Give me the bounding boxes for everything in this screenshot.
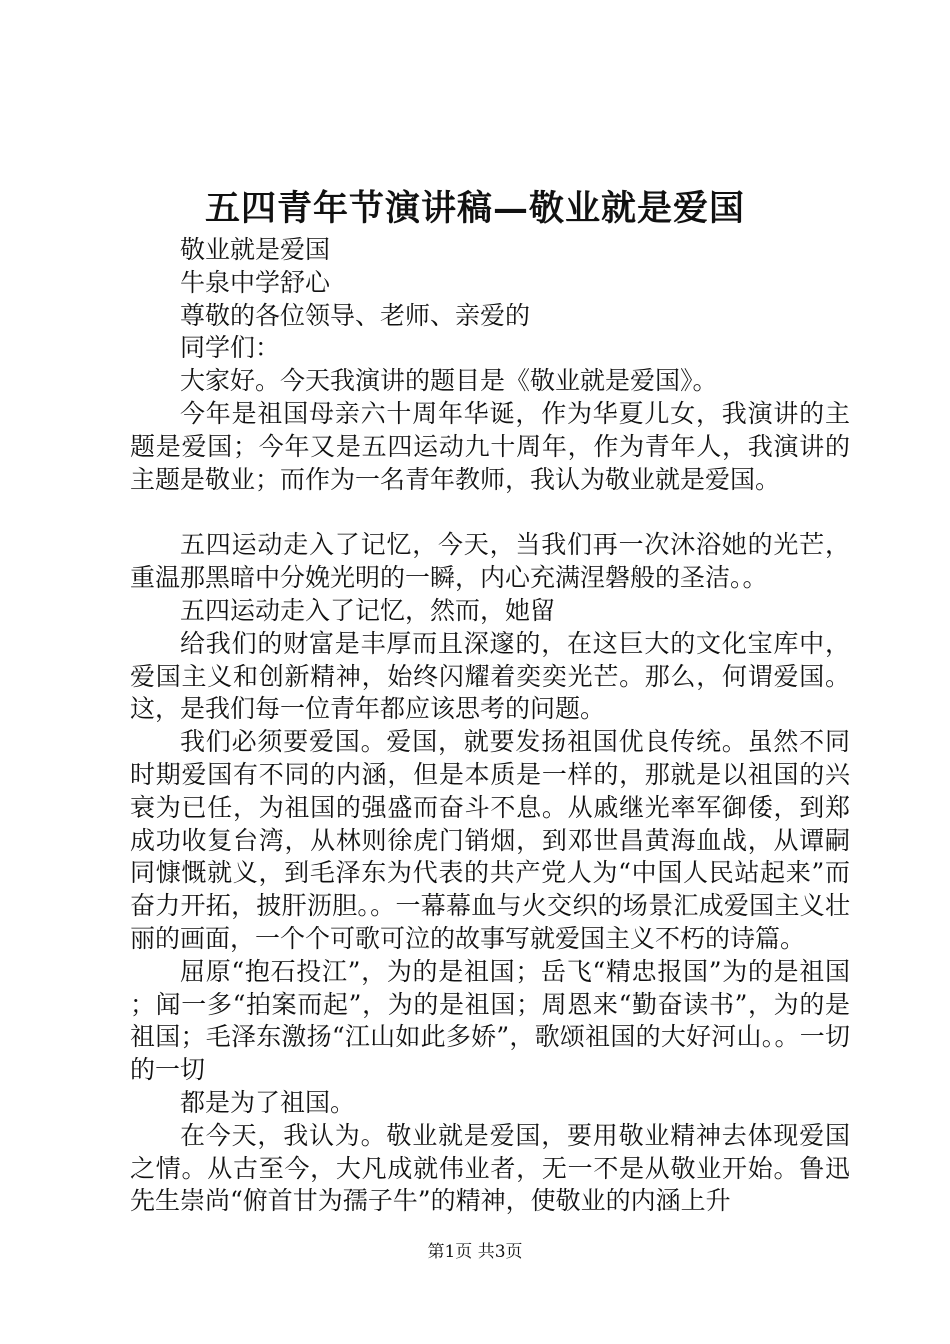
paragraph-speech-topic: 敬业就是爱国 <box>180 235 331 264</box>
page-number-footer: 第1页 共3页 <box>427 1242 523 1262</box>
paragraph-salutation: 尊敬的各位领导、老师、亲爱的 <box>180 300 531 330</box>
document-title: 五四青年节演讲稿—敬业就是爱国 <box>204 188 745 229</box>
paragraph-historical-figures: 屈原“抱石投江”，为的是祖国；岳飞“精忠报国”为的是祖国；闻一多“拍案而起”，为的是祖国；周恩来“勤奋读书”，为的是祖国；毛泽东激扬“江山如此多娇”，歌颂祖国的大好河山。。一切的一切 <box>130 956 850 1085</box>
paragraph-for-motherland: 都是为了祖国。 <box>180 1087 356 1117</box>
paragraph-spacer <box>130 496 850 529</box>
paragraph-may-fourth-memory: 五四运动走入了记忆，今天，当我们再一次沐浴她的光芒，重温那黑暗中分娩光明的一瞬，内心充满涅磐般的圣洁。。 <box>130 530 850 593</box>
paragraph-may-fourth-legacy: 五四运动走入了记忆，然而，她留 <box>180 595 556 625</box>
paragraph-salutation-cont: 同学们： <box>180 333 281 363</box>
paragraph-greeting: 大家好。今天我演讲的题目是《敬业就是爱国》。 <box>180 366 718 396</box>
paragraph-cultural-treasure: 给我们的财富是丰厚而且深邃的，在这巨大的文化宝库中，爱国主义和创新精神，始终闪耀着奕奕光芒。那么，何谓爱国。这，是我们每一位青年都应该思考的问题。 <box>130 628 850 724</box>
paragraph-author: 牛泉中学舒心 <box>180 267 331 297</box>
paragraph-theme: 今年是祖国母亲六十周年华诞，作为华夏儿女，我演讲的主题是爱国；今年又是五四运动九十周年，作为青年人，我演讲的主题是敬业；而作为一名青年教师，我认为敬业就是爱国。 <box>130 398 850 494</box>
paragraph-must-love-country: 我们必须要爱国。爱国，就要发扬祖国优良传统。虽然不同时期爱国有不同的内涵，但是本质是一样的，那就是以祖国的兴衰为已任，为祖国的强盛而奋斗不息。从戚继光率军御倭，到郑成功收复台湾，从林则徐虎门销烟，到邓世昌黄海血战，从谭嗣同慷慨就义，到毛泽东为代表的共产党人为“中国人民站起来”而奋力开拓，披肝沥胆。。一幕幕血与火交织的场景汇成爱国主义壮丽的画面，一个个可歌可泣的故事写就爱国主义不朽的诗篇。 <box>130 727 850 953</box>
paragraph-dedication: 在今天，我认为。敬业就是爱国，要用敬业精神去体现爱国之情。从古至今，大凡成就伟业者，无一不是从敬业开始。鲁迅先生崇尚“俯首甘为孺子牛”的精神，使敬业的内涵上升 <box>130 1120 850 1216</box>
document-body <box>130 234 850 1218</box>
